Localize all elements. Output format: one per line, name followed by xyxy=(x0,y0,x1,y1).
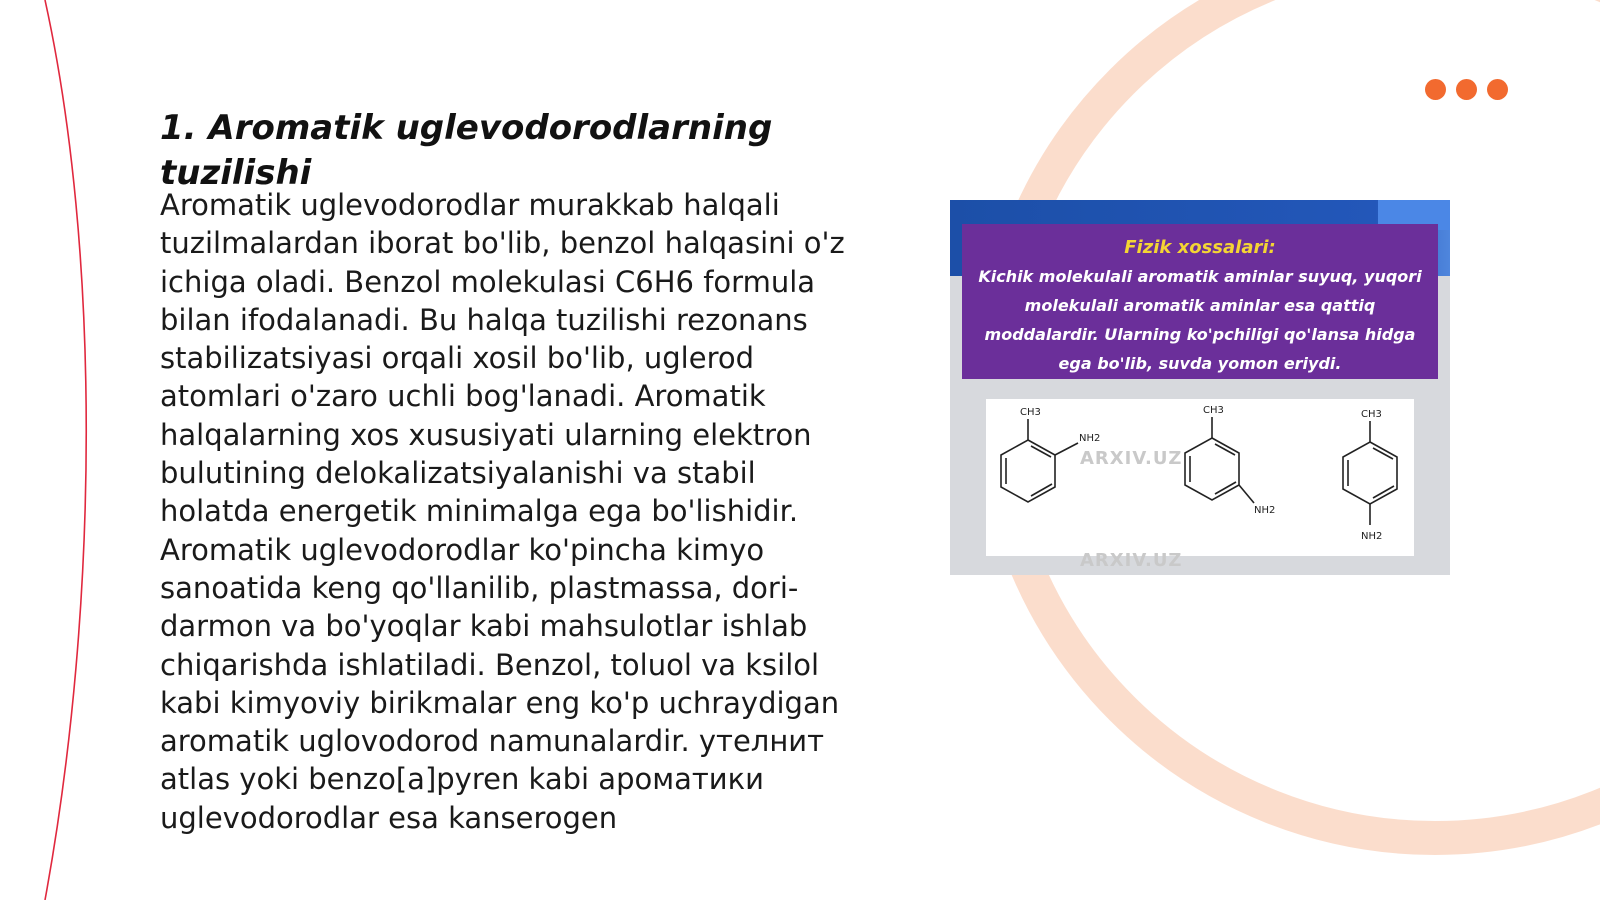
figure-heading: Fizik xossalari: xyxy=(1124,237,1276,258)
ch3-label-1: CH3 xyxy=(1020,407,1041,418)
decorative-left-curve xyxy=(45,0,86,900)
ch3-label-2: CH3 xyxy=(1203,405,1224,416)
physical-properties-box xyxy=(962,224,1438,379)
watermark: ARXIV.UZ xyxy=(1080,550,1183,571)
structural-formulas xyxy=(986,399,1414,556)
structure-ortho xyxy=(1001,419,1078,502)
dot xyxy=(1456,79,1477,100)
structure-meta xyxy=(1185,417,1254,503)
figure-text: Kichik molekulali aromatik aminlar suyuq, yuqori molekulali aromatik aminlar esa qattiq moddalardir. Ularning ko'pchiligi qo'lansa hidga ega bo'lib, suvda yomon eriydi. xyxy=(978,267,1422,373)
slide-title: 1. Aromatik uglevodorodlarning tuzilishi xyxy=(160,108,773,193)
nh2-label-3: NH2 xyxy=(1361,531,1383,542)
aromatic-amines-figure xyxy=(950,200,1450,575)
ch3-label-3: CH3 xyxy=(1361,409,1382,420)
nh2-label-1: NH2 xyxy=(1079,433,1101,444)
slide-body-text: Aromatik uglevodorodlar murakkab halqali tuzilmalardan iborat bo'lib, benzol halqasini o'z ichiga oladi. Benzol molekulasi C6H6 formula bilan ifodalanadi. Bu halqa tuzilishi rezonans stabilizatsiyasi orqali xosil bo'lib, uglerod atomlari o'zaro uchli bog'lanadi. Aromatik halqalarning xos xususiyati ularning elektron bulutining delokalizatsiyalanishi va stabil holatda energetik minimalga ega bo'lishidir. Aromatik uglevodorodlar ko'pincha kimyo sanoatida keng qo'llanilib, plastmassa, dori-darmon va bo'yoqlar kabi mahsulotlar ishlab chiqarishda ishlatiladi. Benzol, toluol va ksilol kabi kimyoviy birikmalar eng ko'p uchraydigan aromatik uglovodorod namunalardir. утелнит atlas yoki benzo[a]pyren kabi аромaтики uglevodorodlar esa kanserogen xyxy=(160,188,845,835)
structures-panel xyxy=(986,399,1414,556)
nh2-label-2: NH2 xyxy=(1254,505,1276,516)
structure-para xyxy=(1343,421,1397,525)
dot xyxy=(1487,79,1508,100)
dot xyxy=(1425,79,1446,100)
watermark: ARXIV.UZ xyxy=(1080,448,1183,469)
more-dots-icon xyxy=(1425,79,1508,100)
